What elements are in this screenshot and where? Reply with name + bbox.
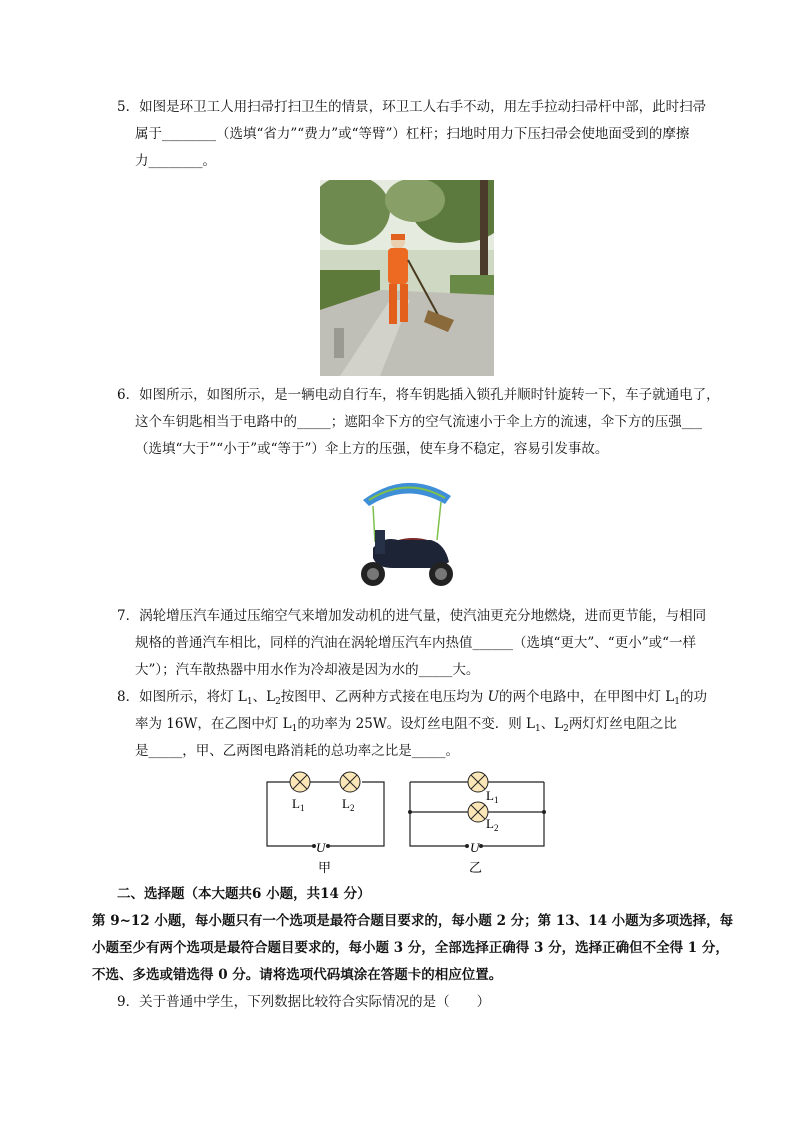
label-u-right: U bbox=[470, 840, 480, 855]
scooter-photo bbox=[353, 470, 461, 594]
q5-line2: 属于________（选填“省力”“费力”或“等臂”）杠杆；扫地时用力下压扫帚会使地面受到的摩擦 bbox=[135, 126, 690, 142]
q8-line2: 率为 16W，在乙图中灯 $L_1$的功率为 25W。设灯丝电阻不变．则 $L_1$、$L_2$两灯灯丝电阻之比 bbox=[135, 716, 677, 734]
q5-line3: 力________。 bbox=[135, 153, 216, 169]
circuit-diagrams bbox=[262, 768, 552, 876]
q6-line3: （选填“大于”“小于”或“等于”）伞上方的压强，使车身不稳定，容易引发事故。 bbox=[135, 441, 609, 457]
q8-line3: 是_____，甲、乙两图电路消耗的总功率之比是_____。 bbox=[135, 743, 459, 759]
parallel-circuit bbox=[408, 772, 546, 875]
series-circuit bbox=[267, 772, 384, 875]
caption-left: 甲 bbox=[318, 860, 332, 875]
section2-title: 二、选择题（本大题共6 小题，共14 分） bbox=[117, 886, 371, 902]
label-u-left: U bbox=[316, 840, 326, 855]
lamp-l2-series bbox=[340, 772, 360, 792]
lamp-l1-series bbox=[290, 772, 310, 792]
q5-line1: 5．如图是环卫工人用扫帚打扫卫生的情景，环卫工人右手不动，用左手拉动扫帚杆中部，此时扫帚 bbox=[117, 99, 707, 115]
q8-line1: 8．如图所示，将灯 $L_1$、$L_2$按图甲、乙两种方式接在电压均为 U的两个电路中，在甲图中灯 $L_1$的功 bbox=[117, 689, 707, 707]
label-l1-series: $L_1$ bbox=[292, 796, 305, 813]
q7-line3: 大”）；汽车散热器中用水作为冷却液是因为水的_____大。 bbox=[135, 662, 480, 678]
sweeper-photo bbox=[320, 180, 494, 376]
section2-instr3: 不选、多选或错选得 0 分。请将选项代码填涂在答题卡的相应位置。 bbox=[92, 967, 503, 983]
q7-line1: 7．涡轮增压汽车通过压缩空气来增加发动机的进气量，使汽油更充分地燃烧，进而更节能，与相同 bbox=[117, 608, 707, 624]
lamp-l1-parallel bbox=[468, 772, 488, 792]
section2-instr1: 第 9~12 小题，每小题只有一个选项是最符合题目要求的，每小题 2 分；第 13、14 小题为多项选择，每 bbox=[92, 913, 734, 929]
q9-line1: 9．关于普通中学生，下列数据比较符合实际情况的是（ ） bbox=[117, 994, 491, 1010]
label-l2-parallel: $L_2$ bbox=[486, 816, 499, 833]
section2-instr2: 小题至少有两个选项是最符合题目要求的，每小题 3 分，全部选择正确得 3 分，选择正确但不全得 1 分， bbox=[92, 940, 729, 956]
lamp-l2-parallel bbox=[468, 802, 488, 822]
label-l2-series: $L_2$ bbox=[342, 796, 355, 813]
q7-line2: 规格的普通汽车相比，同样的汽油在涡轮增压汽车内热值______（选填“更大”、“更小”或“一样 bbox=[135, 635, 697, 651]
q6-line1: 6．如图所示，如图所示，是一辆电动自行车，将车钥匙插入锁孔并顺时针旋转一下，车子就通电了， bbox=[117, 387, 720, 403]
label-l1-parallel: $L_1$ bbox=[486, 788, 499, 805]
q6-line2: 这个车钥匙相当于电路中的_____；遮阳伞下方的空气流速小于伞上方的流速，伞下方的压强___ bbox=[135, 414, 702, 430]
caption-right: 乙 bbox=[469, 860, 483, 875]
